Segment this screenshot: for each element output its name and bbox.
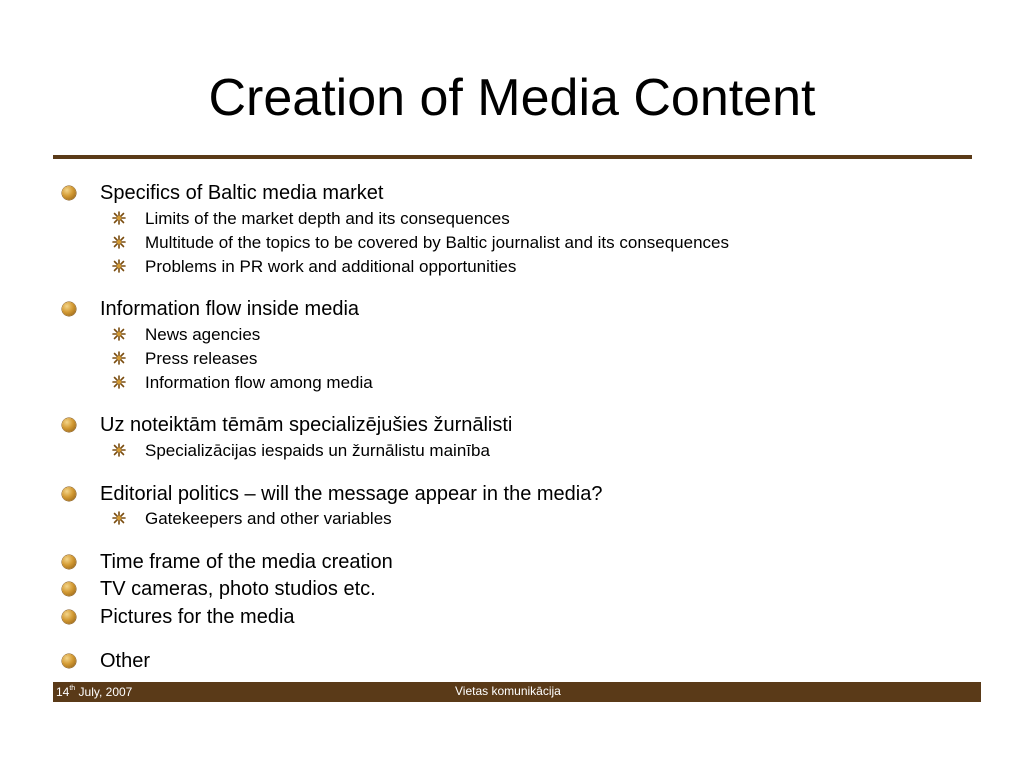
bullet-text: Other bbox=[100, 650, 151, 672]
bullet-item bbox=[100, 577, 376, 601]
sub-bullet-text: Multitude of the topics to be covered by Baltic journalist and its consequences bbox=[145, 233, 730, 252]
bullet-text: TV cameras, photo studios etc. bbox=[100, 578, 376, 600]
star-burst-icon bbox=[112, 375, 126, 389]
gold-ball-icon bbox=[62, 555, 76, 569]
gold-ball-icon bbox=[62, 186, 76, 200]
star-burst-icon bbox=[112, 327, 126, 341]
footer-date-suffix: th bbox=[69, 685, 76, 692]
footer-date-day: 14 bbox=[56, 685, 70, 699]
slide-title: Creation of Media Content bbox=[208, 69, 816, 127]
bullet-text: Information flow inside media bbox=[100, 298, 360, 320]
gold-ball-icon bbox=[62, 487, 76, 501]
sub-bullet-text: Problems in PR work and additional opportunities bbox=[145, 257, 517, 276]
bullet-text: Uz noteiktām tēmām specializējušies žurnālisti bbox=[100, 414, 513, 436]
sub-bullet-item bbox=[145, 349, 257, 369]
sub-bullet-item bbox=[145, 257, 516, 277]
star-burst-icon bbox=[112, 443, 126, 457]
bullet-item bbox=[100, 297, 359, 321]
gold-ball-icon bbox=[62, 302, 76, 316]
sub-bullet-item bbox=[145, 209, 510, 229]
sub-bullet-text: Information flow among media bbox=[145, 373, 373, 392]
footer-bar bbox=[53, 682, 981, 702]
footer-center-text: Vietas komunikācija bbox=[455, 684, 561, 698]
bullet-item bbox=[100, 605, 295, 629]
sub-bullet-item bbox=[145, 325, 260, 345]
gold-ball-icon bbox=[62, 610, 76, 624]
bullet-item bbox=[100, 550, 393, 574]
sub-bullet-text: Limits of the market depth and its consequences bbox=[145, 209, 510, 228]
bullet-text: Specifics of Baltic media market bbox=[100, 182, 384, 204]
sub-bullet-item bbox=[145, 233, 729, 253]
sub-bullet-item bbox=[145, 509, 392, 529]
bullet-text: Pictures for the media bbox=[100, 606, 295, 628]
sub-bullet-item bbox=[145, 373, 373, 393]
sub-bullet-text: Specializācijas iespaids un žurnālistu mainība bbox=[145, 441, 490, 460]
bullet-text: Editorial politics – will the message appear in the media? bbox=[100, 483, 603, 505]
sub-bullet-text: News agencies bbox=[145, 325, 261, 344]
footer-date bbox=[56, 685, 132, 699]
gold-ball-icon bbox=[62, 418, 76, 432]
gold-ball-icon bbox=[62, 654, 76, 668]
star-burst-icon bbox=[112, 235, 126, 249]
footer-date-rest: July, 2007 bbox=[75, 685, 133, 699]
bullet-item bbox=[100, 413, 512, 437]
bullet-item bbox=[100, 482, 603, 506]
star-burst-icon bbox=[112, 351, 126, 365]
bullet-item bbox=[100, 649, 150, 673]
bullet-item bbox=[100, 181, 383, 205]
sub-bullet-item bbox=[145, 441, 490, 461]
sub-bullet-text: Gatekeepers and other variables bbox=[145, 509, 392, 528]
star-burst-icon bbox=[112, 259, 126, 273]
star-burst-icon bbox=[112, 511, 126, 525]
bullet-text: Time frame of the media creation bbox=[100, 551, 393, 573]
star-burst-icon bbox=[112, 211, 126, 225]
gold-ball-icon bbox=[62, 582, 76, 596]
sub-bullet-text: Press releases bbox=[145, 349, 258, 368]
